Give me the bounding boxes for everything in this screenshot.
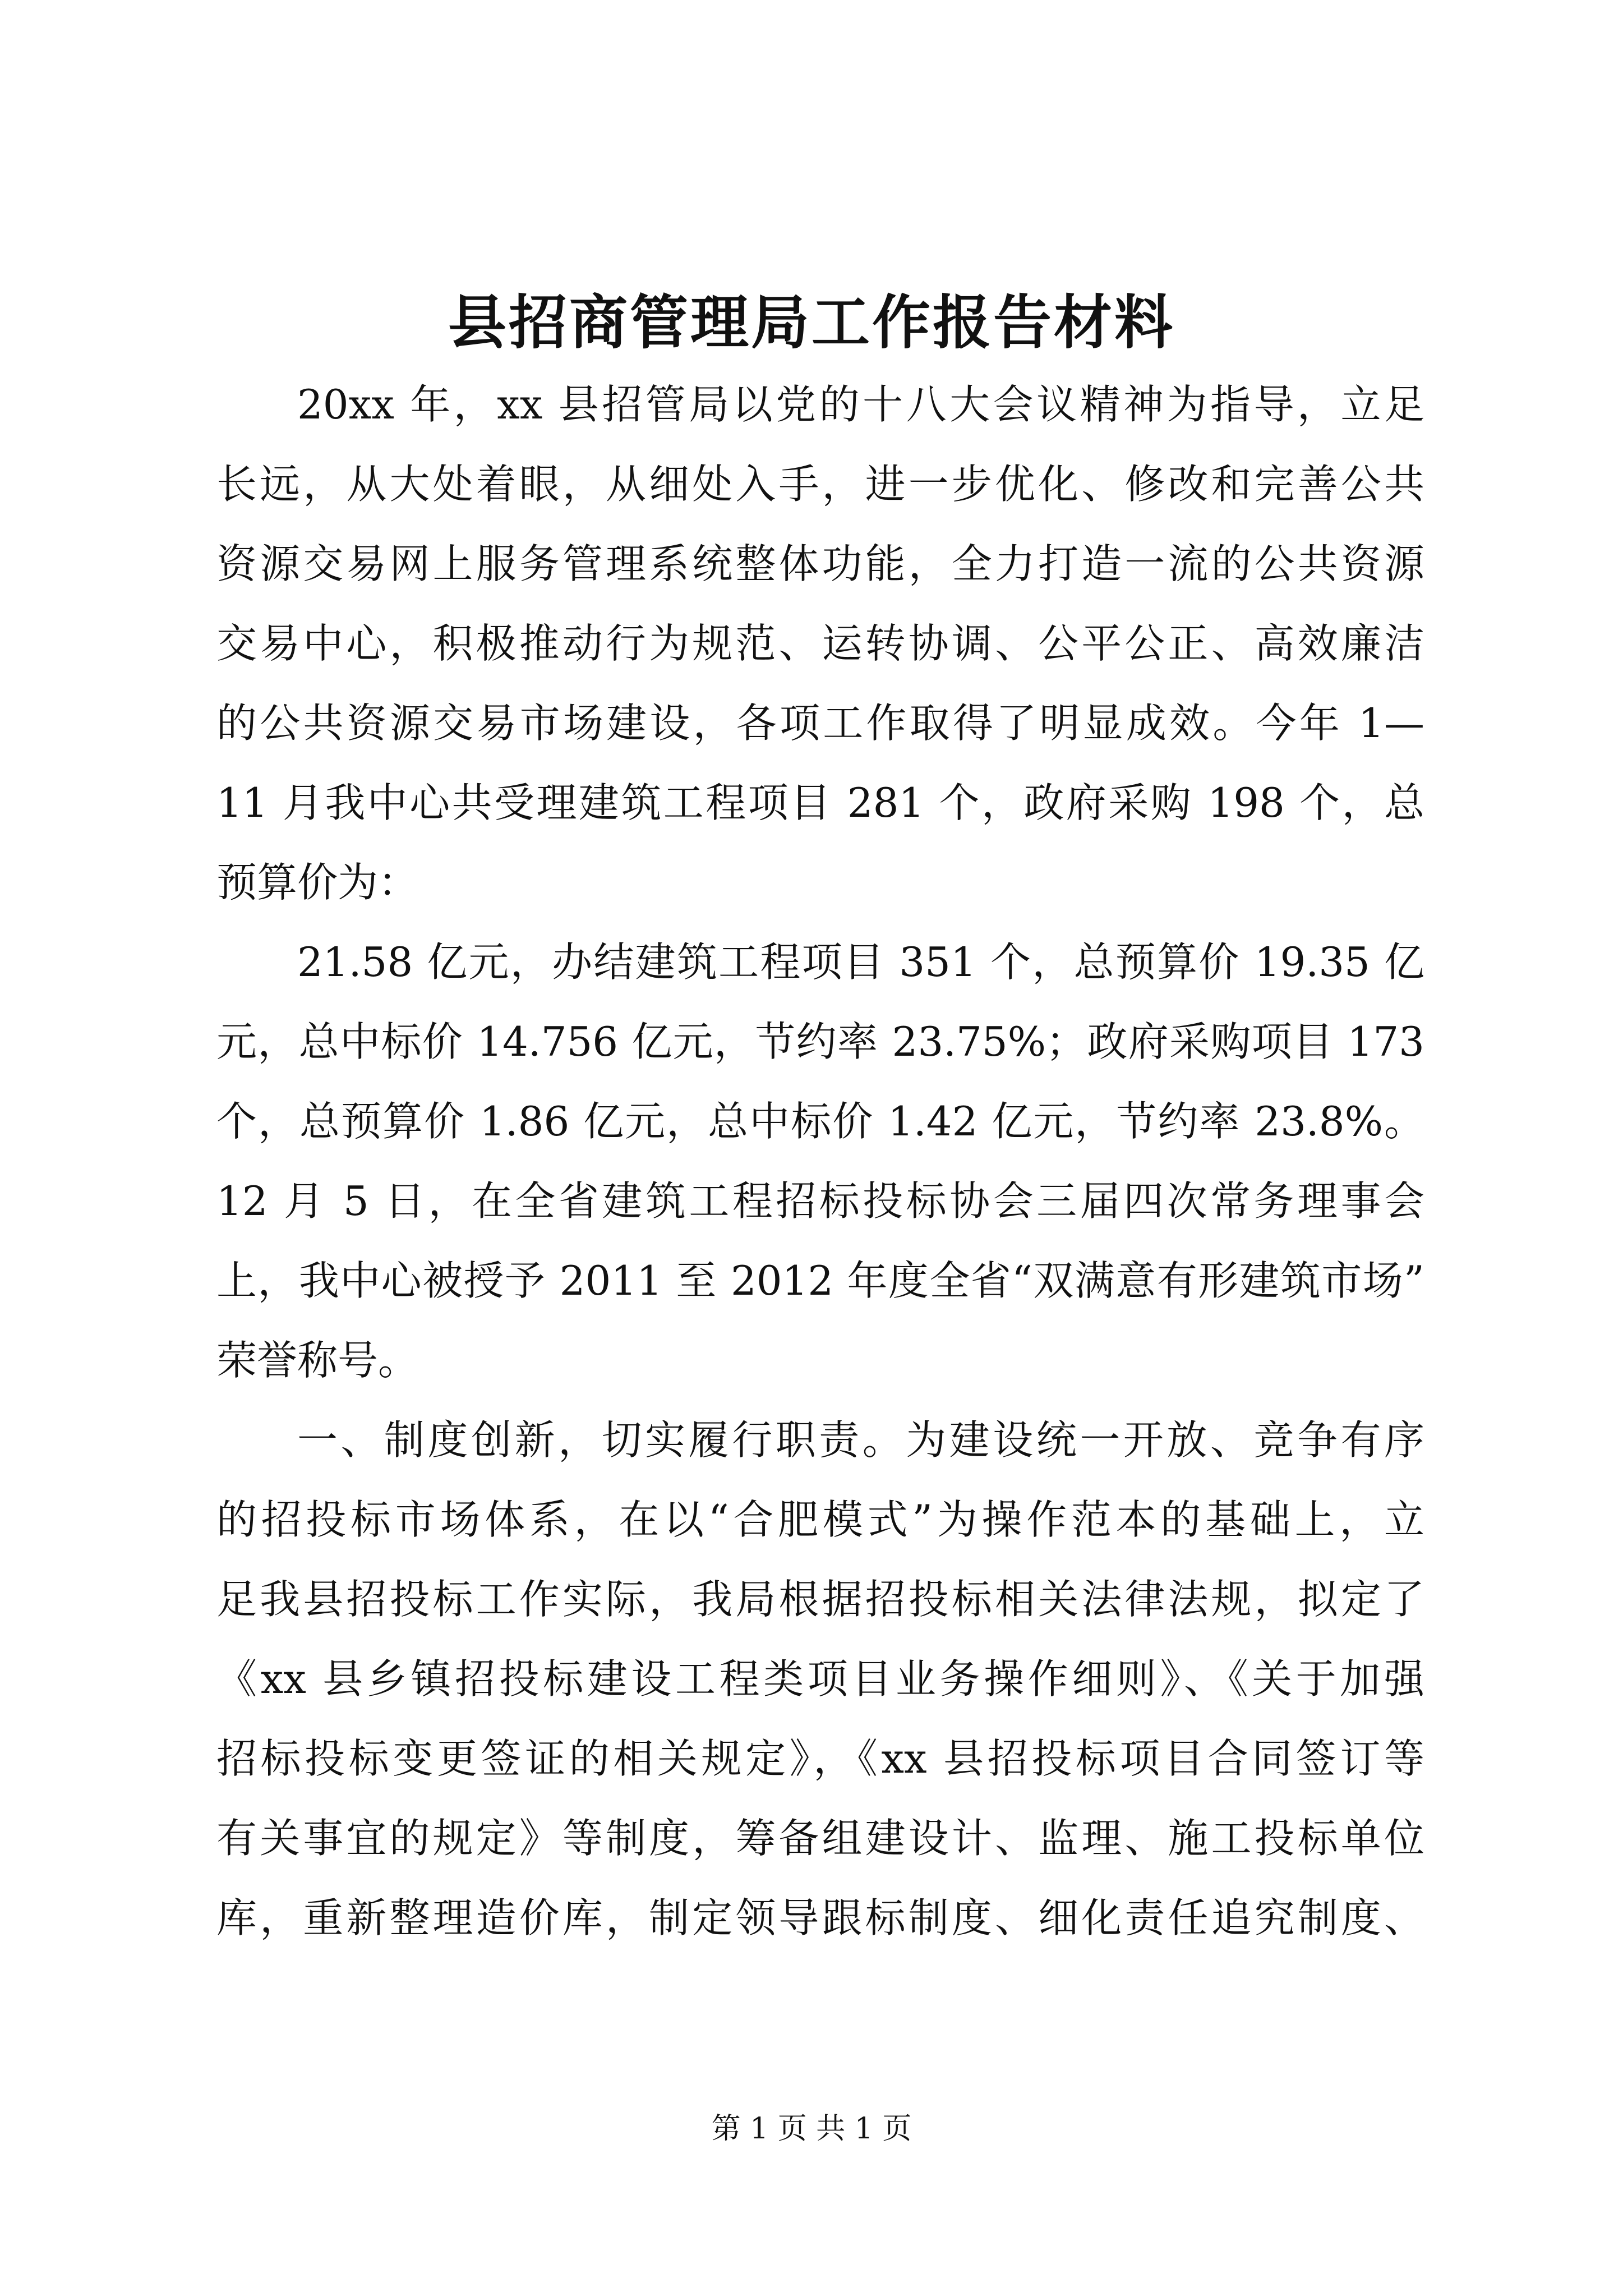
text-line: 一、制度创新，切实履行职责。为建设统一开放、竞争有序 [297, 1416, 1424, 1464]
text-line: 资源交易网上服务管理系统整体功能，全力打造一流的公共资源 [216, 540, 1424, 587]
paragraph-1 [216, 365, 1424, 922]
text-line: 12 月 5 日，在全省建筑工程招标投标协会三届四次常务理事会 [216, 1177, 1424, 1225]
text-line: 交易中心，积极推动行为规范、运转协调、公平公正、高效廉洁 [216, 620, 1424, 667]
text-line: 20xx 年，xx 县招管局以党的十八大会议精神为指导，立足 [297, 381, 1424, 428]
document-title: 县招商管理局工作报告材料 [448, 288, 1175, 357]
text-line: 有关事宜的规定》等制度，筹备组建设计、监理、施工投标单位 [216, 1815, 1424, 1862]
paragraph-2 [216, 922, 1424, 1400]
text-line: 的公共资源交易市场建设，各项工作取得了明显成效。今年 1— [216, 700, 1424, 747]
text-line: 荣誉称号。 [216, 1337, 419, 1384]
text-line: 上，我中心被授予 2011 至 2012 年度全省“双满意有形建筑市场” [216, 1257, 1424, 1304]
paragraph-3 [216, 1400, 1424, 1958]
text-line: 《xx 县乡镇招投标建设工程类项目业务操作细则》、《关于加强 [216, 1655, 1424, 1703]
text-line: 招标投标变更签证的相关规定》，《xx 县招投标项目合同签订等 [216, 1735, 1424, 1782]
text-line: 库，重新整理造价库，制定领导跟标制度、细化责任追究制度、 [216, 1894, 1424, 1941]
text-line: 长远，从大处着眼，从细处入手，进一步优化、修改和完善公共 [216, 461, 1424, 508]
text-line: 21.58 亿元，办结建筑工程项目 351 个，总预算价 19.35 亿 [297, 938, 1424, 986]
text-line: 元，总中标价 14.756 亿元，节约率 23.75%；政府采购项目 173 [216, 1018, 1424, 1065]
text-line: 个，总预算价 1.86 亿元，总中标价 1.42 亿元，节约率 23.8%。 [216, 1098, 1424, 1145]
text-line: 11 月我中心共受理建筑工程项目 281 个，政府采购 198 个，总 [216, 779, 1424, 826]
page-footer: 第 1 页 共 1 页 [711, 2112, 912, 2146]
text-line: 的招投标市场体系，在以“合肥模式”为操作范本的基础上，立 [216, 1496, 1424, 1543]
text-line: 预算价为： [216, 859, 419, 906]
text-line: 足我县招投标工作实际，我局根据招投标相关法律法规，拟定了 [216, 1576, 1424, 1623]
